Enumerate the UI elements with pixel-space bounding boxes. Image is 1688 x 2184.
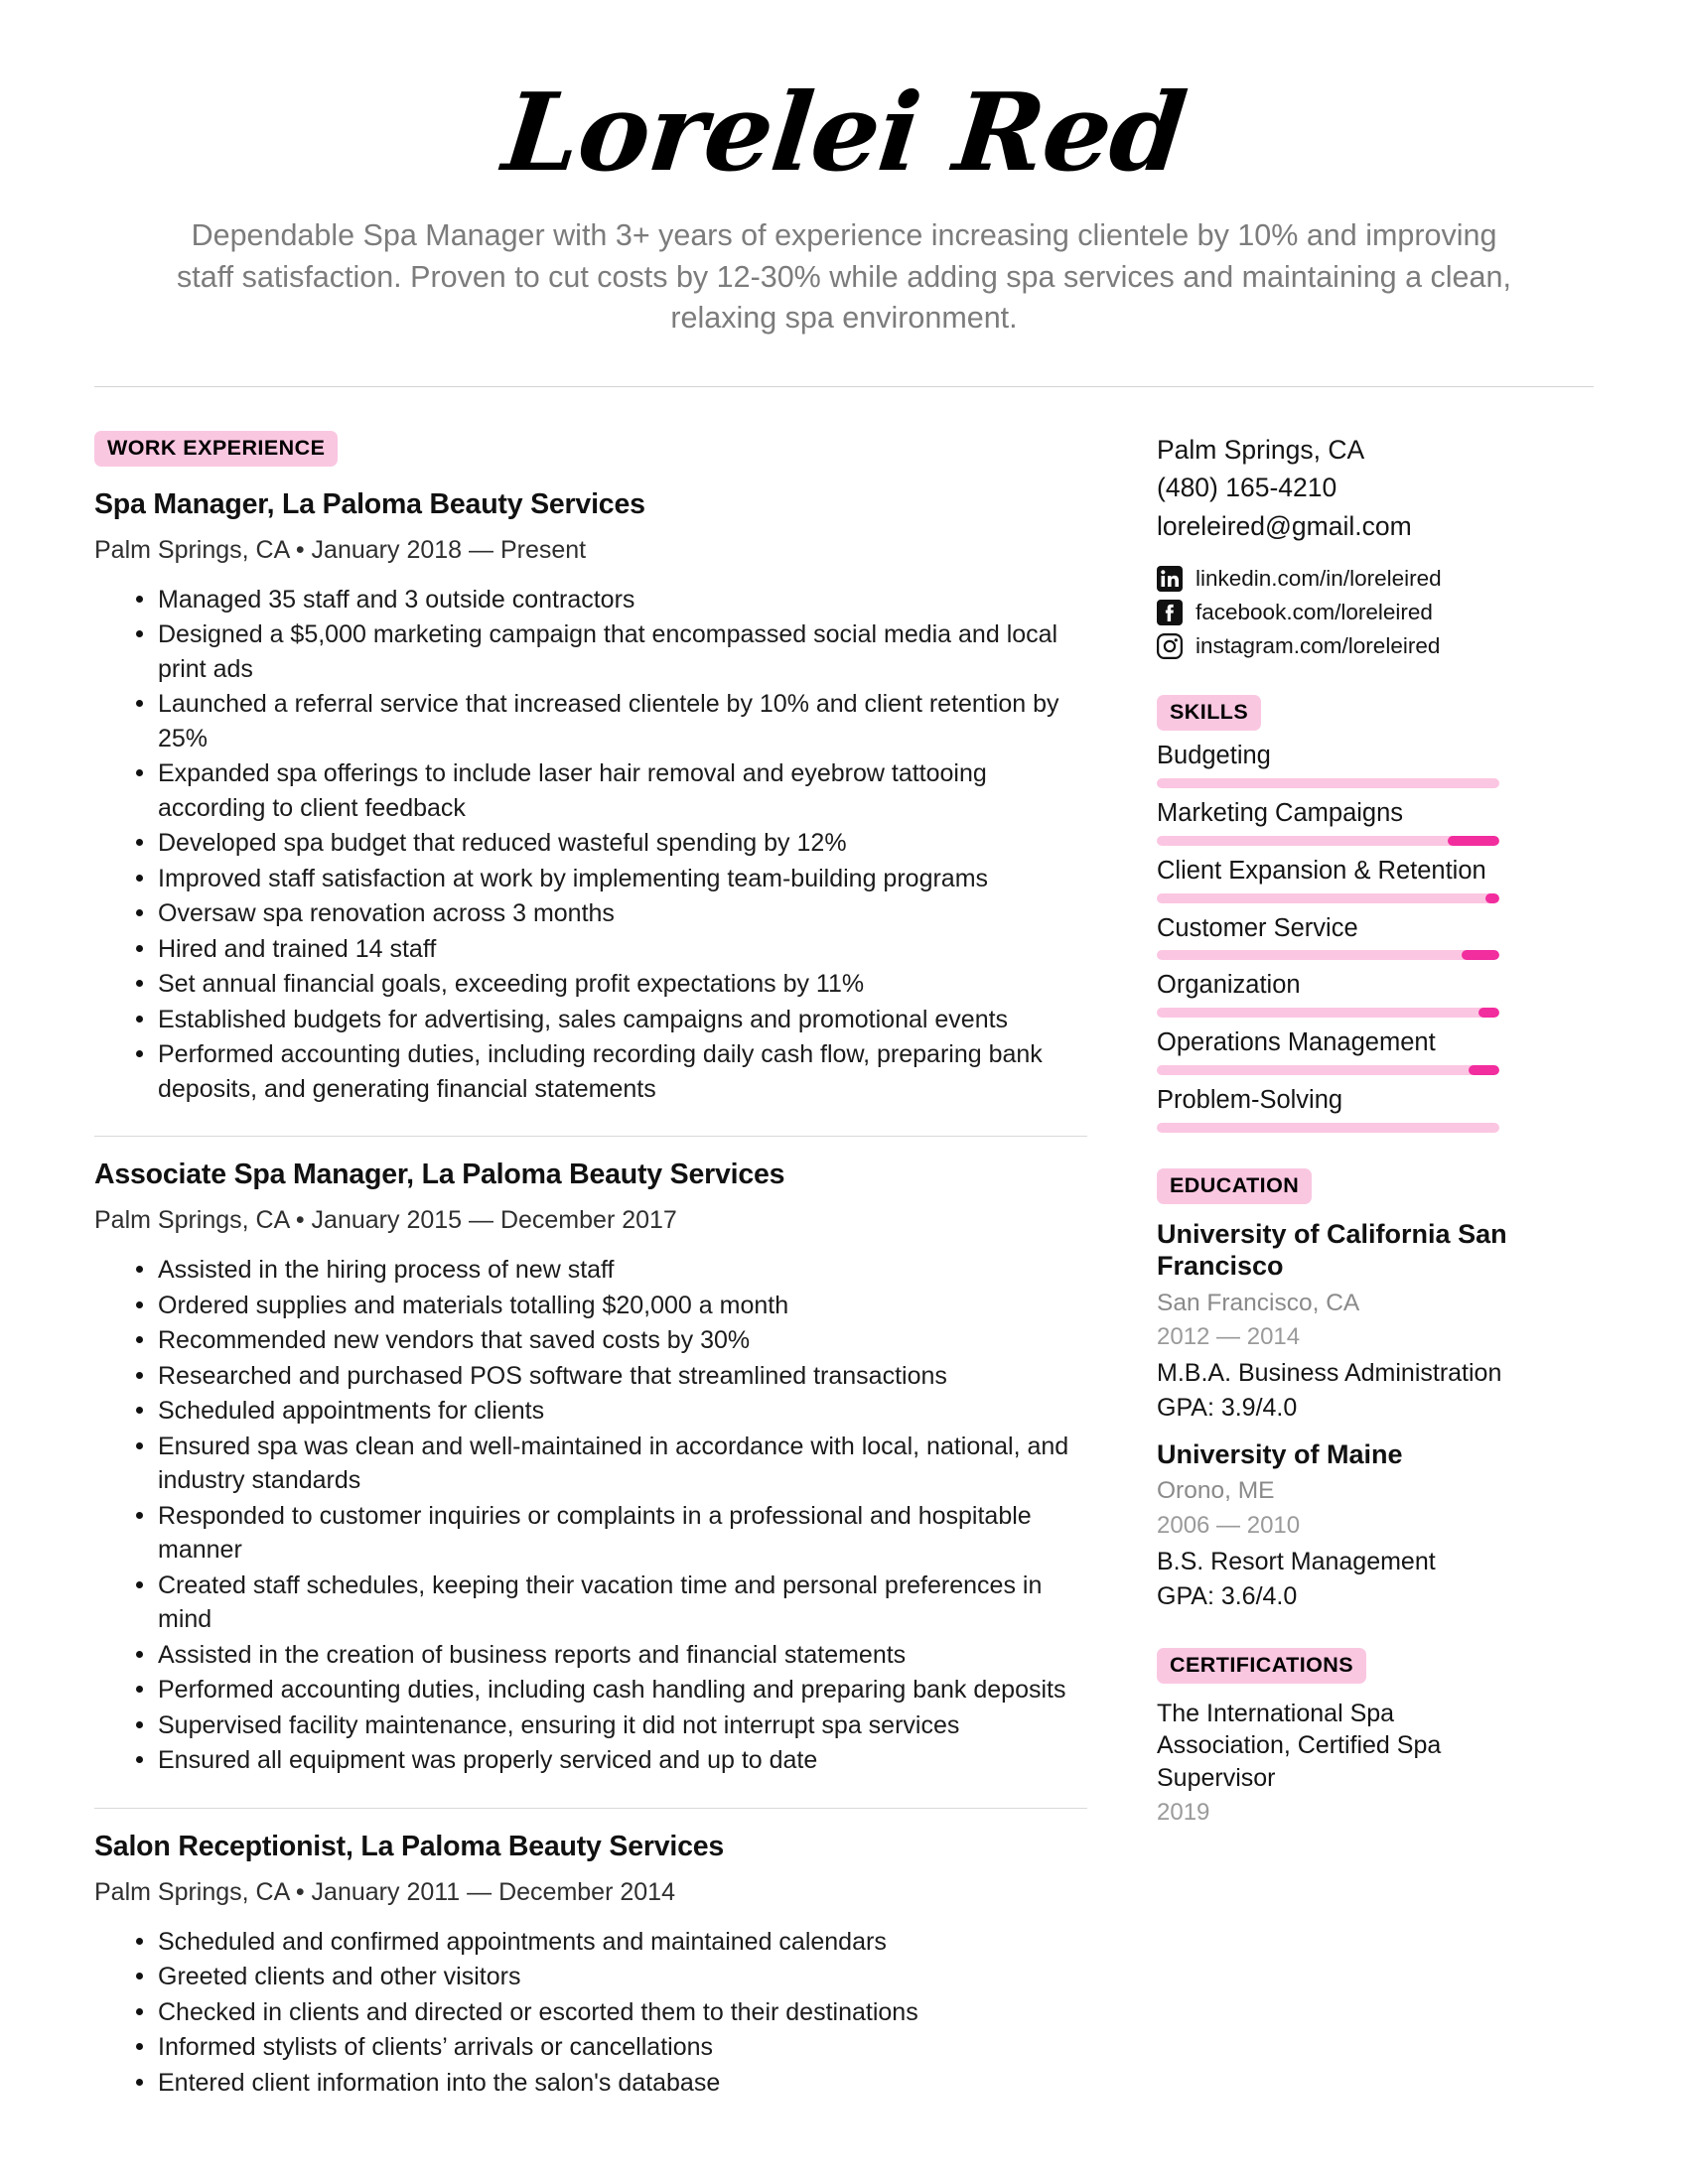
job-entry <box>94 467 1087 1107</box>
job-bullet-list <box>94 1925 1087 2101</box>
job-title: Salon Receptionist, La Paloma Beauty Services <box>94 1830 725 1862</box>
skill-level-bar <box>1157 778 1499 788</box>
job-bullet: Hired and trained 14 staff <box>136 932 1087 967</box>
job-bullet: Improved staff satisfaction at work by implementing team-building programs <box>136 862 1087 896</box>
skill-level-fill <box>1448 836 1499 846</box>
certification-name: The International Spa Association, Certified Spa Supervisor <box>1157 1699 1442 1792</box>
job-bullet: Scheduled and confirmed appointments and maintained calendars <box>136 1925 1087 1960</box>
job-title: Associate Spa Manager, La Paloma Beauty Services <box>94 1159 785 1191</box>
contact-block <box>1157 431 1594 659</box>
job-bullet: Established budgets for advertising, sales campaigns and promotional events <box>136 1003 1087 1037</box>
skill-level-fill <box>1462 950 1499 960</box>
resume-header <box>94 0 1594 387</box>
job-bullet: Researched and purchased POS software that streamlined transactions <box>136 1359 1087 1394</box>
contact-phone: (480) 165-4210 <box>1157 473 1337 503</box>
job-bullet: Responded to customer inquiries or complaints in a professional and hospitable manner <box>136 1499 1087 1568</box>
job-bullet: Launched a referral service that increased clientele by 10% and client retention by 25% <box>136 687 1087 755</box>
resume-body <box>94 387 1594 2101</box>
skill-level-fill <box>1469 1065 1499 1075</box>
skill-item <box>1157 798 1594 846</box>
education-location: Orono, ME <box>1157 1477 1275 1505</box>
social-links <box>1157 565 1594 659</box>
certification-year: 2019 <box>1157 1799 1210 1827</box>
job-bullet: Recommended new vendors that saved costs by 30% <box>136 1323 1087 1358</box>
job-meta: Palm Springs, CA • January 2011 — December 2014 <box>94 1877 675 1906</box>
job-bullet-list <box>94 583 1087 1107</box>
job-bullet: Performed accounting duties, including recording daily cash flow, preparing bank deposits, and generating financial statements <box>136 1037 1087 1106</box>
main-column <box>94 431 1147 2101</box>
job-bullet: Performed accounting duties, including cash handling and preparing bank deposits <box>136 1673 1087 1707</box>
job-bullet: Scheduled appointments for clients <box>136 1394 1087 1429</box>
section-label-skills: SKILLS <box>1157 695 1261 731</box>
job-meta: Palm Springs, CA • January 2015 — December 2017 <box>94 1206 677 1235</box>
job-bullet: Managed 35 staff and 3 outside contractors <box>136 583 1087 617</box>
job-entry <box>94 1809 1087 2101</box>
section-label-work-experience: WORK EXPERIENCE <box>94 431 338 467</box>
skill-item <box>1157 741 1594 788</box>
job-bullet: Ensured spa was clean and well-maintained in accordance with local, national, and industry standards <box>136 1430 1087 1498</box>
education-gpa: GPA: 3.6/4.0 <box>1157 1581 1298 1610</box>
job-bullet: Developed spa budget that reduced wasteful spending by 12% <box>136 826 1087 861</box>
job-title: Spa Manager, La Paloma Beauty Services <box>94 487 645 520</box>
skill-level-bar <box>1157 950 1499 960</box>
instagram-icon <box>1157 633 1183 659</box>
job-meta: Palm Springs, CA • January 2018 — Present <box>94 535 587 564</box>
skill-item <box>1157 970 1594 1018</box>
education-location: San Francisco, CA <box>1157 1289 1360 1316</box>
skill-level-bar <box>1157 1008 1499 1018</box>
skill-label: Customer Service <box>1157 913 1358 942</box>
skill-label: Organization <box>1157 971 1301 1000</box>
skill-level-bar <box>1157 893 1499 903</box>
skill-item <box>1157 1027 1594 1075</box>
education-gpa: GPA: 3.9/4.0 <box>1157 1394 1298 1423</box>
skill-label: Marketing Campaigns <box>1157 798 1404 827</box>
job-bullet: Assisted in the hiring process of new staff <box>136 1253 1087 1288</box>
job-bullet: Greeted clients and other visitors <box>136 1960 1087 1994</box>
education-school: University of Maine <box>1157 1438 1403 1469</box>
job-bullet: Entered client information into the salon's database <box>136 2066 1087 2101</box>
linkedin-icon <box>1157 566 1183 592</box>
social-link-text[interactable]: facebook.com/loreleired <box>1196 600 1433 625</box>
section-label-certifications: CERTIFICATIONS <box>1157 1648 1366 1684</box>
section-label-education: EDUCATION <box>1157 1168 1312 1204</box>
education-school: University of California San Francisco <box>1157 1218 1507 1282</box>
skill-label: Client Expansion & Retention <box>1157 856 1486 885</box>
skills-list <box>1157 741 1594 1133</box>
job-bullet: Set annual financial goals, exceeding profit expectations by 11% <box>136 967 1087 1002</box>
job-bullet: Created staff schedules, keeping their vacation time and personal preferences in mind <box>136 1569 1087 1637</box>
skill-label: Budgeting <box>1157 741 1271 769</box>
skills-block <box>1157 695 1594 1133</box>
contact-location: Palm Springs, CA <box>1157 434 1365 465</box>
skill-level-bar <box>1157 1065 1499 1075</box>
skill-level-fill <box>1478 1008 1499 1018</box>
skill-level-bar <box>1157 1123 1499 1133</box>
social-link-row[interactable] <box>1157 632 1594 659</box>
education-years: 2006 — 2010 <box>1157 1511 1301 1539</box>
job-bullet: Ordered supplies and materials totalling $20,000 a month <box>136 1289 1087 1323</box>
job-entry <box>94 1137 1087 1778</box>
social-link-row[interactable] <box>1157 565 1594 592</box>
certification-item <box>1157 1698 1594 1828</box>
job-bullet: Ensured all equipment was properly serviced and up to date <box>136 1743 1087 1778</box>
professional-summary: Dependable Spa Manager with 3+ years of experience increasing clientele by 10% and improving staff satisfaction. Proven to cut costs by 12-30% while adding spa services and maintaining a clean, relaxing spa environment. <box>177 218 1511 335</box>
job-bullet: Informed stylists of clients’ arrivals or cancellations <box>136 2030 1087 2065</box>
job-bullet: Oversaw spa renovation across 3 months <box>136 896 1087 931</box>
education-degree: M.B.A. Business Administration <box>1157 1359 1502 1388</box>
skill-level-fill <box>1485 893 1499 903</box>
skill-level-bar <box>1157 836 1499 846</box>
education-degree: B.S. Resort Management <box>1157 1547 1436 1575</box>
education-block <box>1157 1168 1594 1612</box>
skill-item <box>1157 856 1594 903</box>
skill-label: Problem-Solving <box>1157 1086 1343 1115</box>
social-link-row[interactable] <box>1157 599 1594 625</box>
social-link-text[interactable]: linkedin.com/in/loreleired <box>1196 566 1442 592</box>
skill-item <box>1157 913 1594 961</box>
work-experience-list <box>94 467 1087 2101</box>
contact-email: loreleired@gmail.com <box>1157 510 1412 541</box>
education-list <box>1157 1218 1594 1612</box>
job-bullet: Expanded spa offerings to include laser hair removal and eyebrow tattooing according to client feedback <box>136 756 1087 825</box>
education-years: 2012 — 2014 <box>1157 1323 1301 1351</box>
social-link-text[interactable]: instagram.com/loreleired <box>1196 633 1441 659</box>
education-item <box>1157 1438 1594 1613</box>
certifications-list <box>1157 1698 1594 1828</box>
certifications-block <box>1157 1648 1594 1827</box>
skill-label: Operations Management <box>1157 1028 1436 1057</box>
facebook-icon <box>1157 600 1183 625</box>
education-item <box>1157 1218 1594 1425</box>
job-bullet: Assisted in the creation of business reports and financial statements <box>136 1638 1087 1673</box>
skill-item <box>1157 1085 1594 1133</box>
candidate-name: Lorelei Red <box>496 70 1192 196</box>
job-bullet-list <box>94 1253 1087 1778</box>
job-bullet: Supervised facility maintenance, ensuring it did not interrupt spa services <box>136 1708 1087 1743</box>
job-bullet: Checked in clients and directed or escorted them to their destinations <box>136 1995 1087 2030</box>
sidebar-column <box>1147 431 1594 1827</box>
job-bullet: Designed a $5,000 marketing campaign that encompassed social media and local print ads <box>136 617 1087 686</box>
